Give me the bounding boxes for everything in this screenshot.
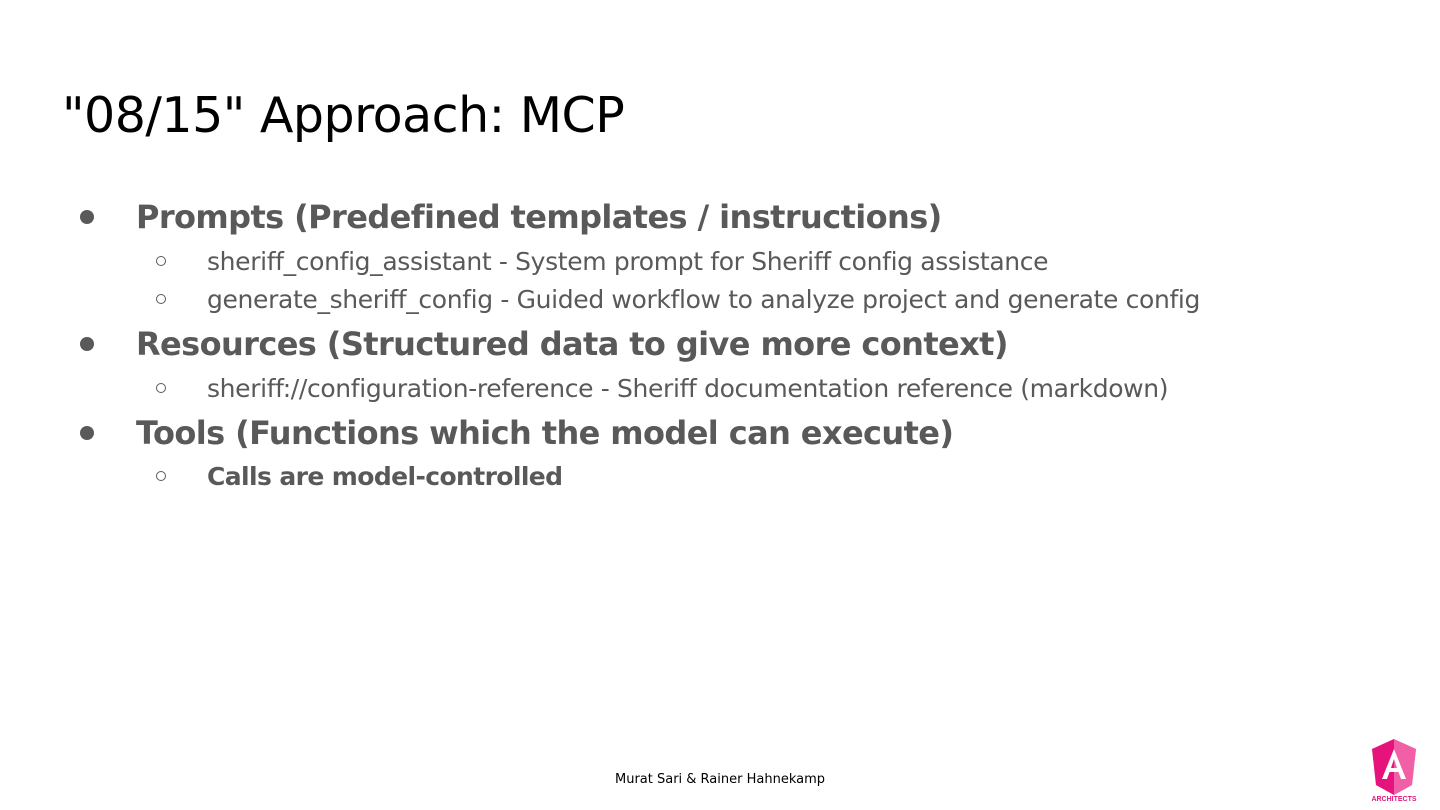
bullet-item-tools [136,413,953,453]
sub-bullet-item [207,245,1048,279]
angular-architects-logo [1370,737,1418,803]
bullet-dot-icon [80,337,94,351]
sub-bullet-item [207,460,562,494]
bullet-label: Resources (Structured data to give more context) [136,325,1008,363]
svg-text:ARCHITECTS: ARCHITECTS [1371,796,1417,803]
bullet-ring-icon [156,471,166,481]
slide-footer: Murat Sari & Rainer Hahnekamp [614,772,825,787]
slide-title: "08/15" Approach: MCP [62,87,625,144]
sub-bullet-label: sheriff_config_assistant - System prompt for Sheriff config assistance [207,247,1049,276]
bullet-item-prompts [136,197,942,237]
bullet-label: Prompts (Predefined templates / instructions) [136,198,942,236]
bullet-label: Tools (Functions which the model can execute) [136,414,954,452]
bullet-item-resources [136,324,1008,364]
bullet-ring-icon [156,294,166,304]
sub-bullet-label: Calls are model-controlled [207,462,563,491]
bullet-dot-icon [80,210,94,224]
sub-bullet-item [207,283,1200,317]
sub-bullet-label: generate_sheriff_config - Guided workflow to analyze project and generate config [207,285,1201,314]
sub-bullet-label: sheriff://configuration-reference - Sheriff documentation reference (markdown) [207,374,1169,403]
bullet-dot-icon [80,426,94,440]
bullet-ring-icon [156,256,166,266]
bullet-ring-icon [156,383,166,393]
sub-bullet-item [207,372,1168,406]
